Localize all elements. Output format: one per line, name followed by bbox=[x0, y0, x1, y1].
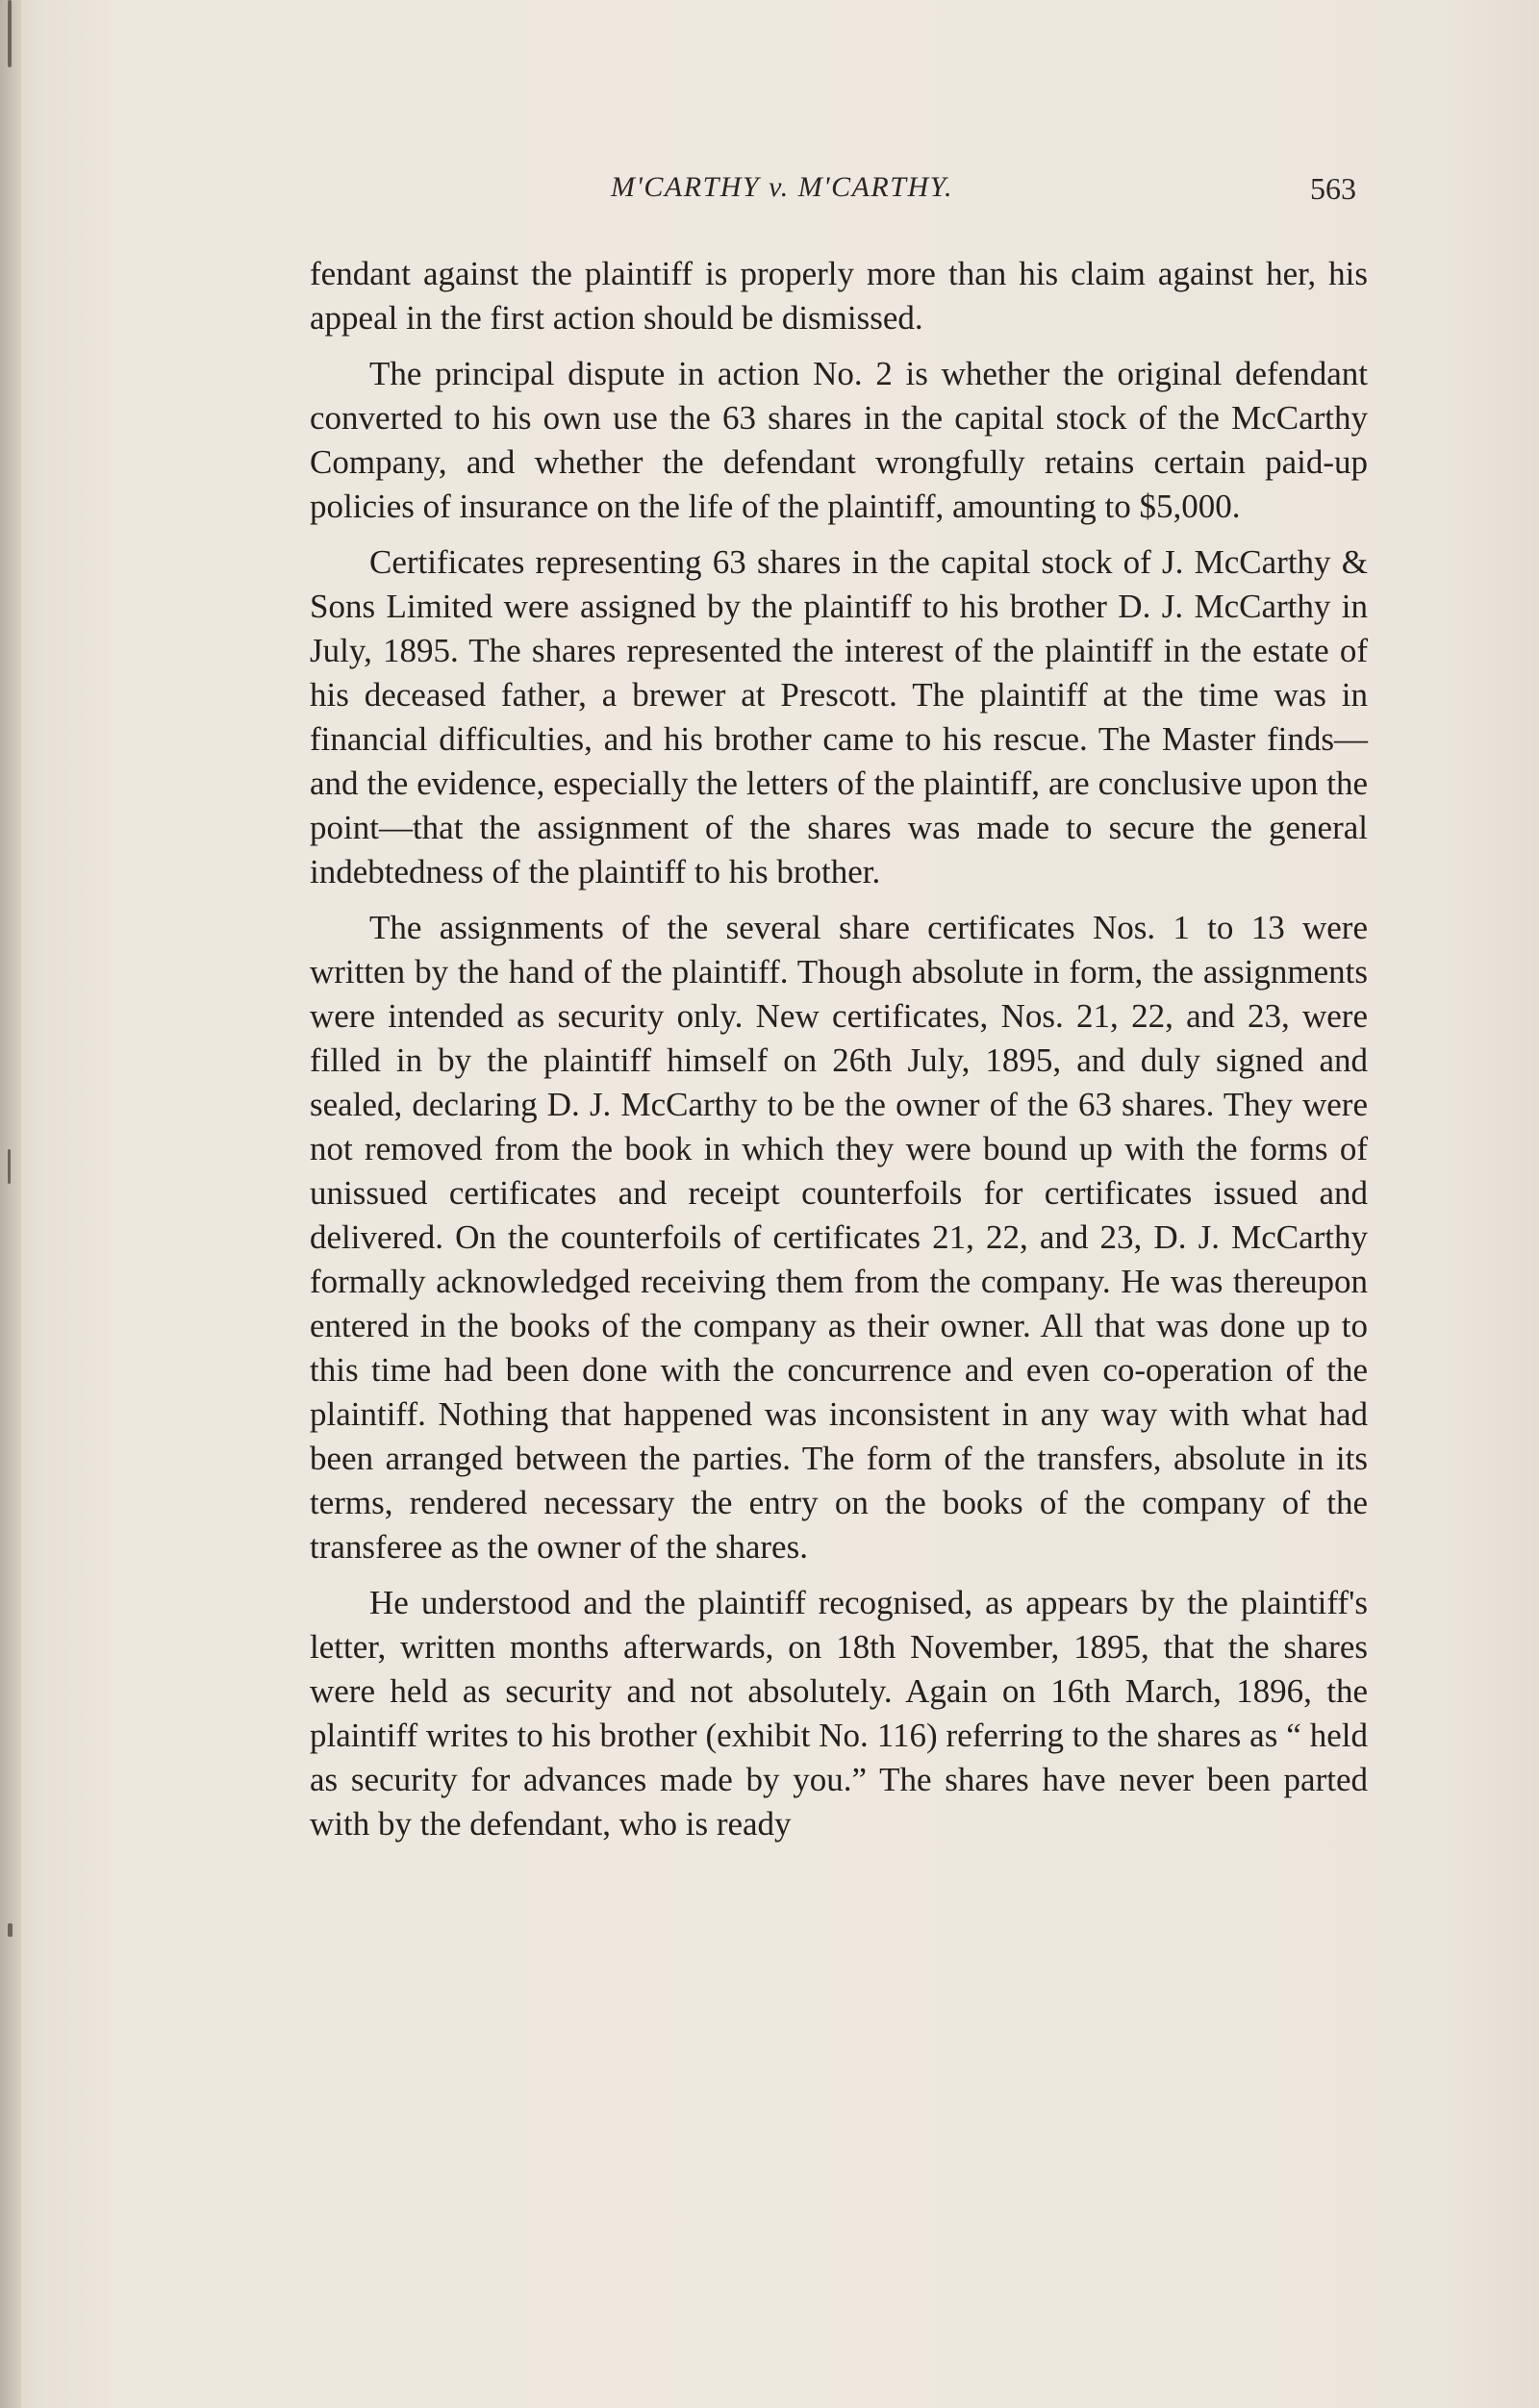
paragraph: fendant against the plaintiff is properly more than his claim against her, his appeal in the first action should be dismissed. bbox=[310, 255, 1368, 337]
book-binding-edge bbox=[0, 0, 21, 2408]
paragraph: The principal dispute in action No. 2 is whether the original defendant converted to his own use the 63 shares in the capital stock of the McCarthy Company, and whether the defendant wrongfully retains certain paid-up policies of insurance on the life of the plaintiff, amounting to $5,000. bbox=[310, 355, 1368, 525]
binding-mark bbox=[8, 1923, 13, 1937]
paragraph: He understood and the plaintiff recognised, as appears by the plaintiff's letter, written months afterwards, on 18th November, 1895, that the shares were held as security and not absolutely. Again on 16th March, 1896, the plaintiff writes to his brother (exhibit No. 116) referring to the shares as “ held as security for advances made by you.” The shares have never been parted with by the defendant, who is ready bbox=[310, 1584, 1368, 1843]
running-head bbox=[308, 171, 1356, 219]
running-title: M'CARTHY v. M'CARTHY. bbox=[611, 171, 954, 203]
binding-mark bbox=[8, 0, 12, 67]
page-number: 563 bbox=[1310, 171, 1356, 206]
paragraph: The assignments of the several share certificates Nos. 1 to 13 were written by the hand of the plaintiff. Though absolute in form, the assignments were intended as security only. New certificates, Nos. 21, 22, and 23, were filled in by the plaintiff himself on 26th July, 1895, and duly signed and sealed, declaring D. J. McCarthy to be the owner of the 63 shares. They were not removed from the book in which they were bound up with the forms of unissued certificates and receipt counterfoils for certificates issued and delivered. On the counterfoils of certificates 21, 22, and 23, D. J. McCarthy formally acknowledged receiving them from the company. He was thereupon entered in the books of the company as their owner. All that was done up to this time had been done with the concurrence and even co-operation of the plaintiff. Nothing that happened was inconsistent in any way with what had been arranged between the parties. The form of the transfers, absolute in its terms, rendered necessary the entry on the books of the company of the transferee as the owner of the shares. bbox=[310, 909, 1368, 1566]
paragraph: Certificates representing 63 shares in the capital stock of J. McCarthy & Sons Limited were assigned by the plaintiff to his brother D. J. McCarthy in July, 1895. The shares represented the interest of the plaintiff in the estate of his deceased father, a brewer at Prescott. The plaintiff at the time was in financial difficulties, and his brother came to his rescue. The Master finds—and the evidence, especially the letters of the plaintiff, are conclusive upon the point—that the assignment of the shares was made to secure the general indebtedness of the plaintiff to his brother. bbox=[310, 543, 1368, 890]
binding-mark bbox=[8, 1149, 11, 1184]
body-text bbox=[310, 252, 1368, 1858]
